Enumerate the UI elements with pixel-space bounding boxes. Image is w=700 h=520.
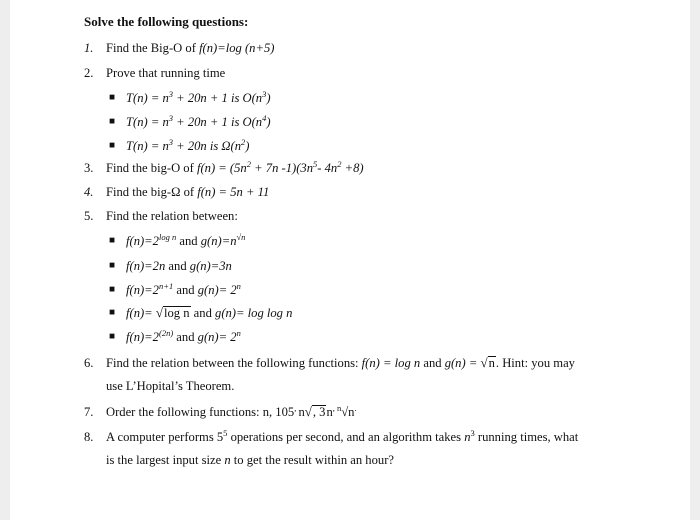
question-number: 7. [84, 405, 94, 419]
question-number: 2. [84, 66, 94, 80]
question-number: 1. [84, 41, 94, 55]
question-number: 5. [84, 209, 94, 223]
question-8-continuation: is the largest input size n to get the result within an hour? [106, 453, 394, 467]
question-number: 3. [84, 161, 94, 175]
question-number: 8. [84, 430, 94, 444]
page-title: Solve the following questions: [84, 14, 249, 29]
question-6-continuation: use L’Hopital’s Theorem. [106, 379, 235, 393]
question-number: 4. [84, 185, 94, 199]
question-number: 6. [84, 356, 94, 370]
